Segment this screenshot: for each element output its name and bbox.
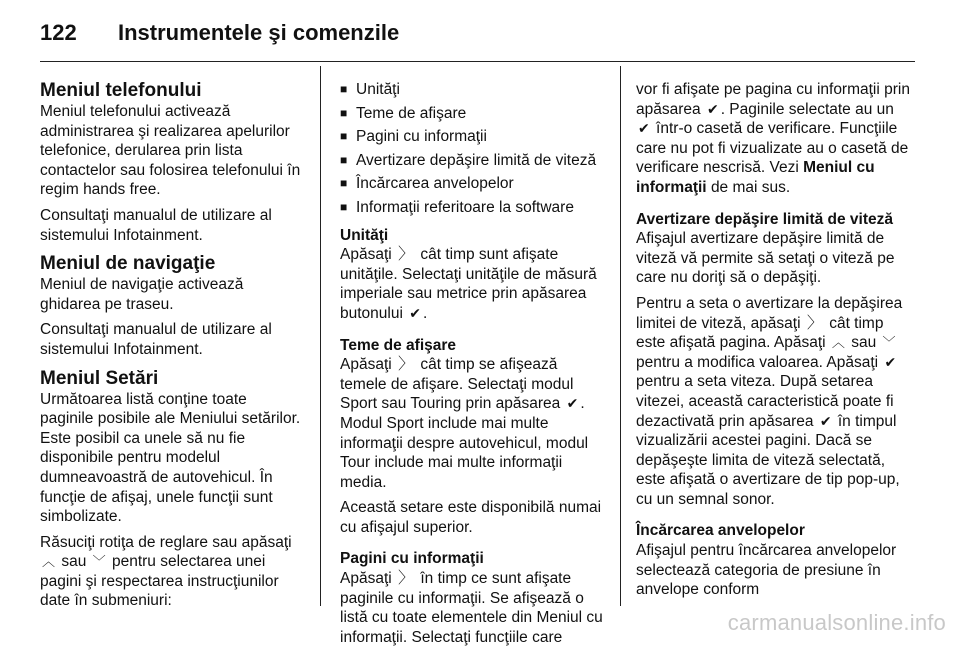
check-icon: ✔ <box>638 120 650 137</box>
text-run: pentru selectarea unei pagini şi respectarea instrucţiunilor date în submeniuri: <box>40 553 279 610</box>
section-title-phone: Meniul telefonului <box>40 80 202 101</box>
chevron-up-icon: ︿ <box>831 335 845 351</box>
text-run: . <box>422 304 428 322</box>
paragraph <box>40 533 304 611</box>
subsection-title-speed-warning: Avertizare depăşire limită de viteză <box>636 210 894 228</box>
check-icon: ✔ <box>819 412 832 429</box>
chevron-down-icon: ﹀ <box>92 554 106 570</box>
section-title-navigation: Meniul de navigaţie <box>40 253 216 275</box>
list-item: ■ Unităţi <box>340 80 604 100</box>
paragraph: Afişajul avertizare depăşire limită de viteză vă permite să setaţi o viteză pe care nu doriţi să o depăşiţi. <box>636 230 895 287</box>
column-1 <box>40 80 304 617</box>
check-icon: ✔ <box>566 395 579 412</box>
text-run: cât timp este afişată pagina. Apăsaţi <box>636 314 884 352</box>
text-run: Apăsaţi <box>340 246 392 264</box>
subsection-title-info-pages: Pagini cu informaţii <box>340 550 484 568</box>
text-run: sau <box>61 553 87 571</box>
section-title-settings: Meniul Setări <box>40 367 159 389</box>
paragraph <box>340 355 604 492</box>
check-icon: ✔ <box>884 353 897 370</box>
text-run: Răsuciţi rotiţa de reglare sau apăsaţi <box>40 533 292 551</box>
header-rule <box>40 61 915 62</box>
paragraph: Următoarea listă conţine toate paginile posibile ale Meniului setărilor. Este posibil ca unele să nu fie disponibile pentru modelul dumneavoastră de autovehicul. În funcţie de afişaj, unele funcţii sunt simbolizate. <box>40 390 301 526</box>
column-2 <box>340 80 604 653</box>
page-number: 122 <box>40 20 77 45</box>
paragraph: Această setare este disponibilă numai cu afişajul superior. <box>340 499 602 536</box>
text-run: pentru a modifica valoarea. Apăsaţi <box>636 353 879 371</box>
paragraph: Consultaţi manualul de utilizare al sistemului Infotainment. <box>40 321 272 358</box>
paragraph <box>636 294 910 510</box>
subsection-title-units: Unităţi <box>340 226 389 244</box>
paragraph: Meniul telefonului activează administrarea şi realizarea apelurilor telefonice, derularea prin lista contactelor sau folosirea telefonului în regim hands free. <box>40 103 301 199</box>
list-item: ■ Încărcarea anvelopelor <box>340 174 604 194</box>
list-item: ■ Informaţii referitoare la software <box>340 198 604 218</box>
chevron-up-icon: ︿ <box>42 554 56 570</box>
column-3 <box>636 80 910 606</box>
text-run: în timp ce sunt afişate paginile cu informaţii. Se afişează o listă cu toate elementele din Meniul cu informaţii. Selectaţi funcţiile care <box>340 570 603 646</box>
paragraph <box>340 569 604 647</box>
text-run: . Modul Sport include mai multe informaţii despre autovehicul, modul Tour include mai multe informaţii media. <box>340 395 589 491</box>
chevron-right-icon: 〉 <box>398 570 415 588</box>
text-run: cât timp sunt afişate unităţile. Selectaţi unităţile de măsură imperiale sau metrice prin apăsarea butonului <box>340 246 597 322</box>
list-item: ■ Pagini cu informaţii <box>340 127 604 147</box>
text-run: în timpul vizualizării acestei pagini. Dacă se depăşeşte limita de viteză selectată, este afişată o avertizare de tip pop-up, cu un semnal sonor. <box>636 412 900 508</box>
check-icon: ✔ <box>409 304 421 321</box>
text-run: într-o casetă de verificare. Funcţiile care nu pot fi vizualizate au o casetă de verificare nescrisă. Vezi <box>636 120 909 177</box>
chevron-right-icon: 〉 <box>806 314 823 332</box>
subsection-title-themes: Teme de afişare <box>340 336 457 354</box>
text-run: cât timp se afişează temele de afişare. Selectaţi modul Sport sau Touring prin apăsarea <box>340 356 574 413</box>
text-run: vor fi afişate pe pagina cu informaţii prin apăsarea <box>636 81 910 118</box>
text-run: sau <box>851 334 877 352</box>
cross-reference: Meniul cu informaţii <box>636 159 875 196</box>
text-run: de mai sus. <box>710 178 791 196</box>
text-run: Apăsaţi <box>340 356 392 374</box>
text-run: pentru a seta viteza. După setarea vitezei, această caracteristică poate fi dezactivată prin apăsarea <box>636 373 894 430</box>
column-divider-2 <box>620 66 621 606</box>
text-run: Apăsaţi <box>340 570 392 588</box>
text-run: Pentru a seta o avertizare la depăşirea limitei de viteză, apăsaţi <box>636 294 903 332</box>
watermark: carmanualsonline.info <box>727 610 946 635</box>
chevron-down-icon: ﹀ <box>882 335 896 351</box>
paragraph <box>340 245 604 323</box>
list-item: ■ Teme de afişare <box>340 104 604 124</box>
subsection-title-tire-load: Încărcarea anvelopelor <box>636 522 805 540</box>
paragraph: Afişajul pentru încărcarea anvelopelor selectează categoria de presiune în anvelope conform <box>636 542 897 599</box>
chevron-right-icon: 〉 <box>398 246 415 264</box>
paragraph: Consultaţi manualul de utilizare al sistemului Infotainment. <box>40 206 272 244</box>
paragraph <box>636 80 910 198</box>
chevron-right-icon: 〉 <box>398 356 415 374</box>
column-divider-1 <box>320 66 321 606</box>
chapter-title: Instrumentele şi comenzile <box>118 20 400 45</box>
paragraph: Meniul de navigaţie activează ghidarea pe traseu. <box>40 276 244 313</box>
text-run: . Paginile selectate au un <box>720 100 894 118</box>
settings-pages-list <box>340 80 604 218</box>
check-icon: ✔ <box>706 100 719 117</box>
list-item: ■ Avertizare depăşire limită de viteză <box>340 151 604 171</box>
page-header <box>40 20 399 50</box>
